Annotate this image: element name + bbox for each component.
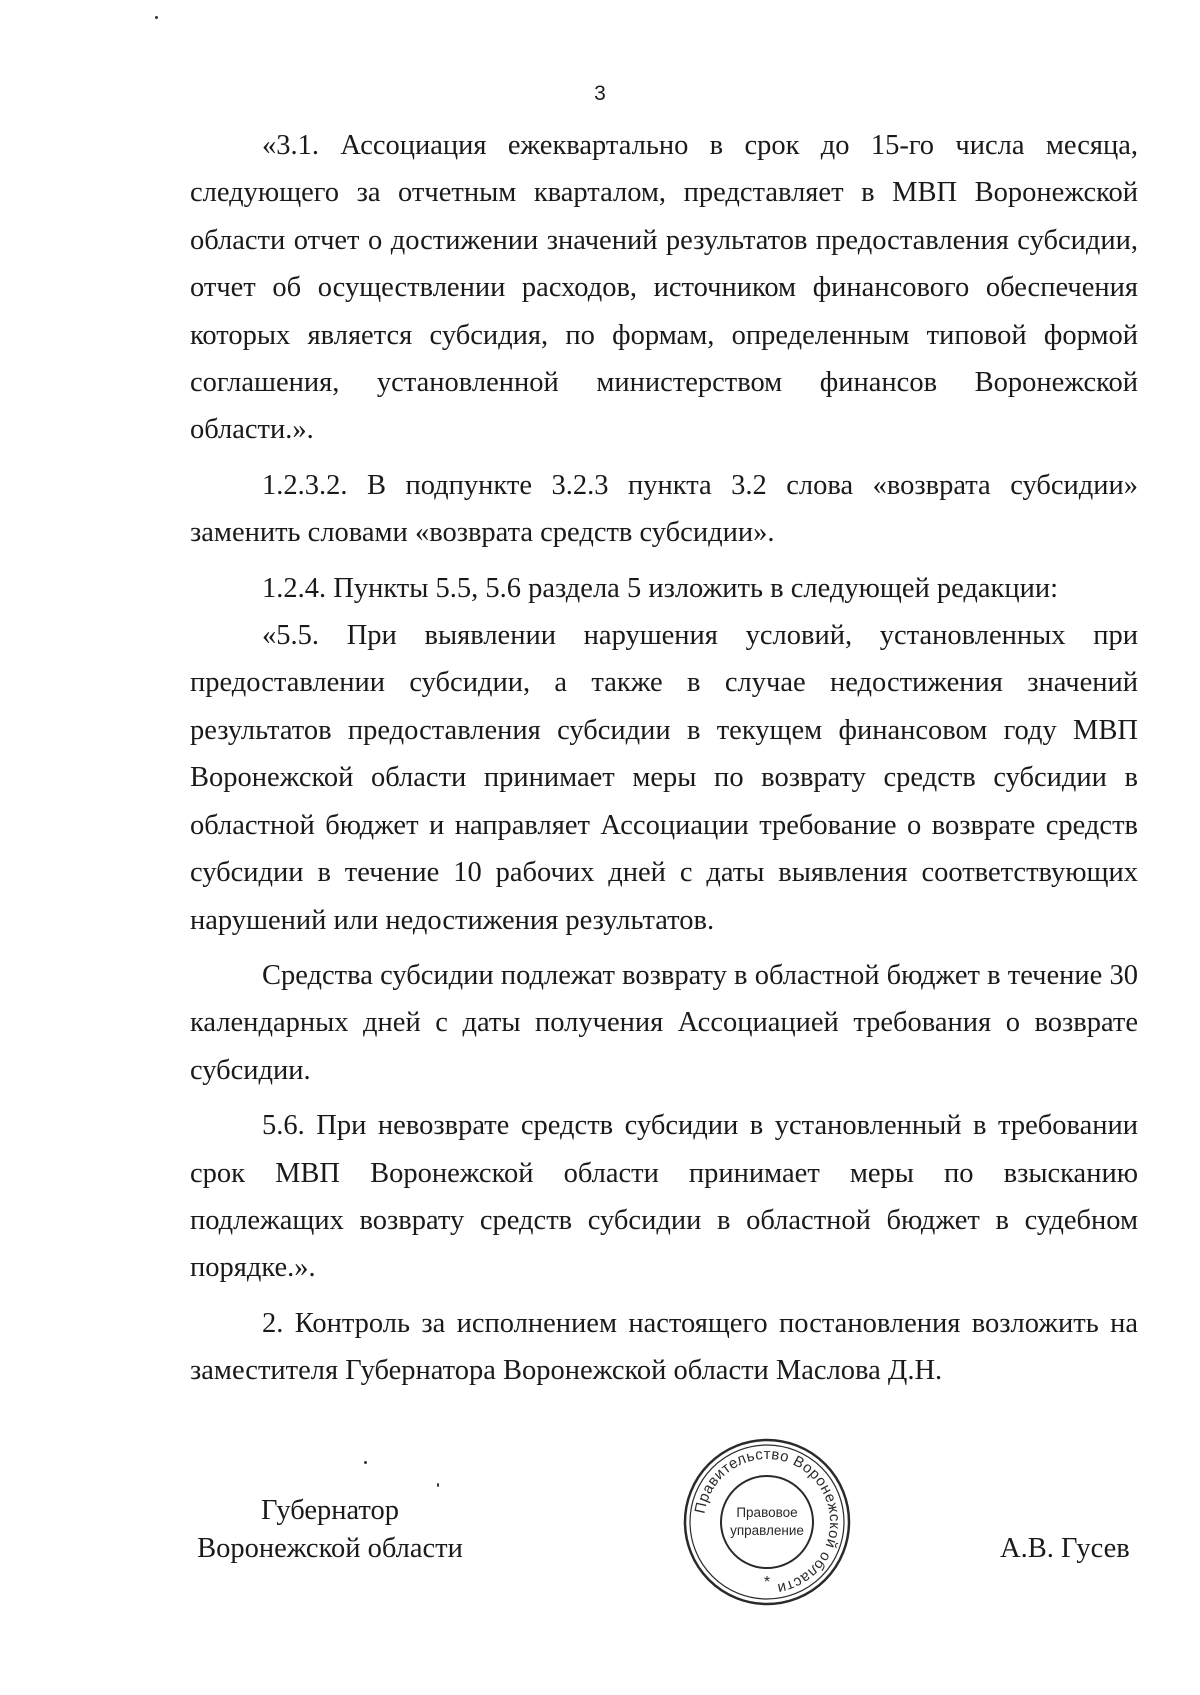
stamp-outer-text: Правительство Воронежской области: [691, 1445, 844, 1598]
signatory-name: А.В. Гусев: [1000, 1533, 1130, 1564]
scan-speck: [364, 1461, 367, 1464]
stamp-star: *: [763, 1574, 771, 1591]
stamp-inner-line2: управление: [730, 1523, 804, 1538]
document-body: [190, 122, 1138, 1395]
legal-department-stamp: [682, 1437, 852, 1607]
paragraph-1-2-4: 1.2.4. Пункты 5.5, 5.6 раздела 5 изложить в следующей редакции:: [262, 572, 1059, 604]
page-number: 3: [594, 82, 606, 105]
scan-speck: [437, 1483, 439, 1487]
paragraph-5-5: «5.5. При выявлении нарушения условий, установленных при предоставлении субсидии, а также в случае недостижения значений результатов предоставления субсидии в текущем финансовом году МВП Воронежской области принимает меры по возврату средств субсидии в областной бюджет и направляет Ассоциации требование о возврате средств субсидии в течение 10 рабочих дней с даты выявления соответствующих нарушений или недостижения результатов.: [190, 620, 1138, 936]
paragraph-3-1: «3.1. Ассоциация ежеквартально в срок до 15-го числа месяца, следующего за отчетным кварталом, представляет в МВП Воронежской области отчет о достижении значений результатов предоставления субсидии, отчет об осуществлении расходов, источником финансового обеспечения которых является субсидия, по формам, определенным типовой формой соглашения, установленной министерством финансов Воронежской области.».: [190, 130, 1138, 446]
signatory-region: Воронежской области: [197, 1533, 463, 1564]
signatory-position: [180, 1492, 480, 1568]
paragraph-5-6: 5.6. При невозврате средств субсидии в установленный в требовании срок МВП Воронежской области принимает меры по взысканию подлежащих возврату средств субсидии в областной бюджет в судебном порядке.».: [190, 1110, 1138, 1284]
paragraph-2: 2. Контроль за исполнением настоящего постановления возложить на заместителя Губернатора Воронежской области Маслова Д.Н.: [190, 1307, 1138, 1387]
signatory-title: Губернатор: [260, 1495, 400, 1526]
paragraph-1-2-3-2: 1.2.3.2. В подпункте 3.2.3 пункта 3.2 слова «возврата субсидии» заменить словами «возврата средств субсидии».: [190, 469, 1138, 549]
scan-speck: [155, 16, 158, 19]
paragraph-5-5-continued: Средства субсидии подлежат возврату в областной бюджет в течение 30 календарных дней с даты получения Ассоциацией требования о возврате субсидии.: [190, 959, 1138, 1086]
stamp-seal: [682, 1437, 852, 1607]
stamp-inner-line1: Правовое: [736, 1505, 798, 1520]
